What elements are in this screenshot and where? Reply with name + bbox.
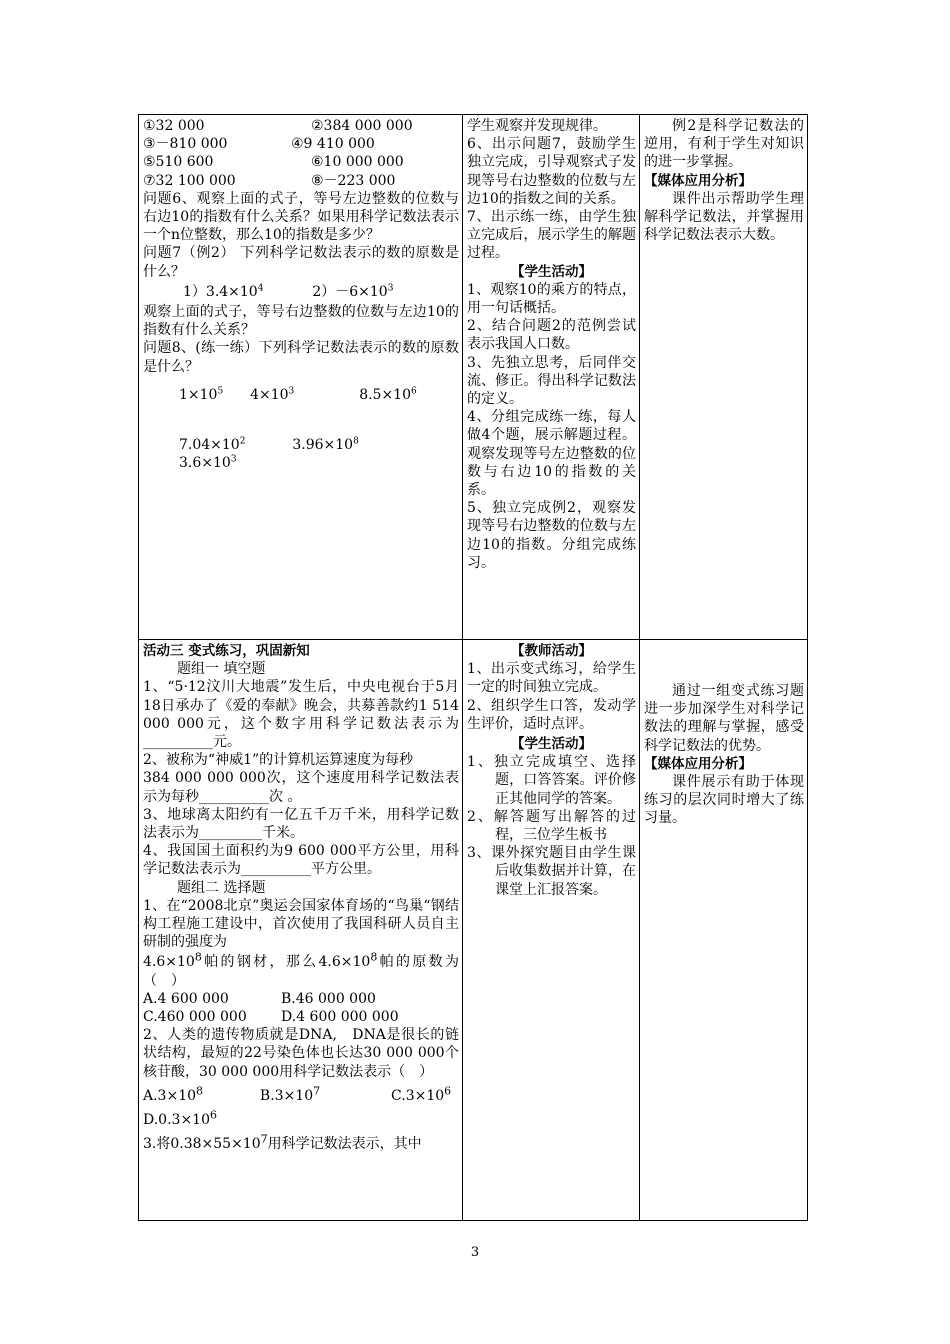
number-row: ①32 000 ②384 000 000 — [143, 118, 413, 134]
student-activity-heading: 【学生活动】 — [511, 736, 592, 753]
cell-activities-2: 【教师活动】 1、出示变式练习，给学生一定的时间独立完成。 2、组织学生口答，发动学生评价，适时点评。 【学生活动】 1、独立完成填空、选择题，口答答案。评价修正其他同学的答案。 2、解答题写出解答的过程，三位学生板书 3、课外探究题目由学生课后收集数据并计算，在课堂上汇报答案。 — [463, 640, 640, 1221]
number-row: ⑤510 600 ⑥10 000 000 — [143, 154, 404, 171]
student-activity-heading: 【学生活动】 — [511, 263, 592, 280]
cell-activities-1: 学生观察并发现规律。 6、出示问题7，鼓励学生独立完成，引导观察式子发现等号右边整数的位数与左边10的指数之间的关系。 7、出示练一练，由学生独立完成后，展示学生的解题过程。 【学生活动】 1、观察10的乘方的特点，用一句话概括。 2、结合问题2的范例尝试表示我国人口数。 3、先独立思考，后同伴交流、修正。得出科学记数法的定义。 4、分组完成练一练，每人做4个题，展示解题过程。观察发现等号左边整数的位数与右边10的指数的关系。 5、独立完成例2，观察发现等号右边整数的位数与左边10的指数。分组完成练习。 — [463, 115, 640, 640]
number-row: ⑦32 100 000 ⑧－223 000 — [143, 172, 396, 189]
cell-design-notes-1: 例2是科学记数法的逆用，有利于学生对知识的进一步掌握。 【媒体应用分析】 课件出示帮助学生理解科学记数法，并掌握用科学记数法表示大数。 — [640, 115, 808, 640]
lesson-table — [138, 114, 808, 1221]
question-7: 问题7（例2） 下列科学记数法表示的数的原数是什么？ — [143, 245, 459, 280]
media-analysis-heading: 【媒体应用分析】 — [644, 755, 752, 772]
question-8: 问题8、(练一练）下列科学记数法表示的数的原数是什么？ — [143, 340, 459, 375]
cell-exercises: 活动三 变式练习，巩固新知 题组一 填空题 1、“5·12汶川大地震”发生后，中央电视台于5月18日承办了《爱的奉献》晚会，共募善款约1 514 000 000元，这个数字用科学记数法表示为__________元。 2、被称为“神威1”的计算机运算速度为每秒 384 000 000 000次，这个速度用科学记数法表示为每秒__________次 。 3、地球离太阳约有一亿五千万千米，用科学记数法表示为_________千米。 4、我国国土面积约为9 600 000平方公里，用科学记数法表示为__________平方公里。 题组二 选择题 1、在“2008北京”奥运会国家体育场的“鸟巢“钢结构工程施工建设中，首次使用了我国科研人员自主研制的强度为 $4.6\times 10^8$帕的钢材，那么$4.6\times 10^8$帕的原数为（ ） A.4 600 000 B.46 000 000 C.460 000 000 D.4 600 000 000 2、人类的遗传物质就是DNA, DNA是很长的链状结构，最短的22号染色体也长达30 000 000个核苷酸，30 000 000用科学记数法表示（ ） $A.3\times 10^8$ $B.3\times 10^7$ $C.3\times 10^6$ $D.0.3\times 10^6$ 3.将$0.38\times 55\times 10^7$用科学记数法表示，其中 — [139, 640, 463, 1221]
activity-title: 活动三 变式练习，巩固新知 — [143, 643, 310, 659]
teacher-activity-heading: 【教师活动】 — [511, 643, 592, 659]
page-number: 3 — [470, 1245, 480, 1260]
cell-design-notes-2: 通过一组变式练习题进一步加深学生对科学记数法的理解与掌握，感受科学记数法的优势。 【媒体应用分析】 课件展示有助于体现练习的层次同时增大了练习量。 — [640, 640, 808, 1221]
cell-problems — [139, 115, 463, 640]
group-1-title: 题组一 填空题 — [177, 661, 266, 678]
question-6: 问题6、观察上面的式子，等号左边整数的位数与右边10的指数有什么关系？如果用科学记数法表示一个n位整数，那么10的指数是多少？ — [143, 190, 459, 244]
question-8-row2: $7.04\times 10^2$ $3.96\times 10^8$ $3.6\times 10^3$ — [179, 436, 359, 472]
media-analysis-heading: 【媒体应用分析】 — [644, 172, 752, 189]
question-7-items: $1)3.4\times 10^4$ $2)-6\times 10^3$ — [183, 283, 394, 300]
question-8-row1: $1\times 10^5$ $4\times 10^3$ $8.5\times 10^6$ — [179, 386, 417, 403]
number-row: ③－810 000 ④9 410 000 — [143, 136, 375, 153]
group-2-title: 题组二 选择题 — [177, 879, 266, 896]
observe-text: 观察上面的式子，等号右边整数的位数与左边10的指数有什么关系？ — [143, 304, 459, 339]
